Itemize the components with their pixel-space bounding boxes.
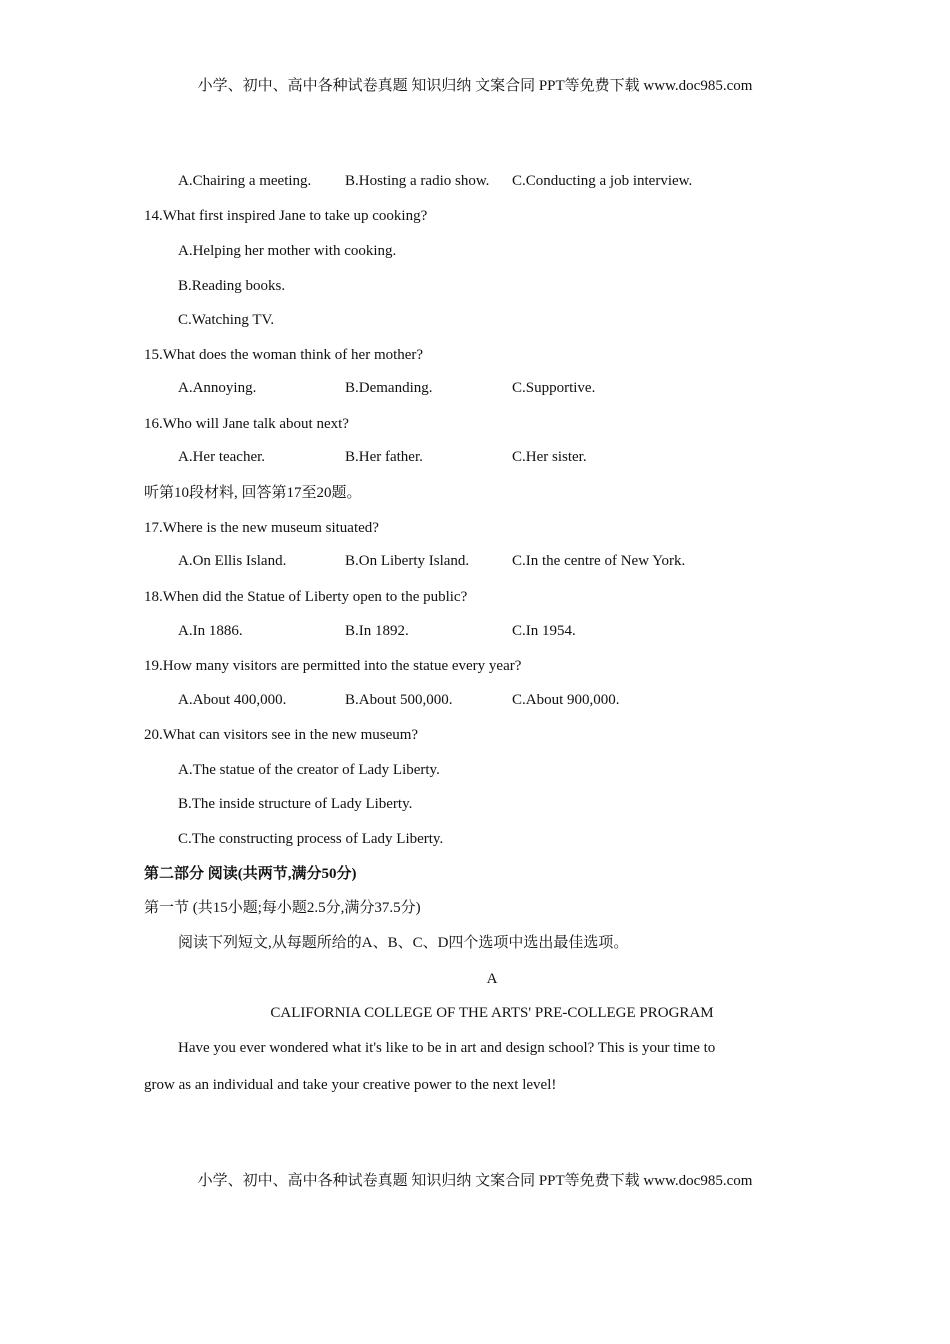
option-b: B.In 1892. bbox=[345, 623, 409, 639]
question-16: 16.Who will Jane talk about next? bbox=[144, 416, 349, 432]
passage-title: CALIFORNIA COLLEGE OF THE ARTS' PRE-COLLEGE PROGRAM bbox=[270, 1005, 714, 1021]
question-17: 17.Where is the new museum situated? bbox=[144, 520, 379, 536]
option-c: C.Conducting a job interview. bbox=[512, 173, 693, 189]
page-footer: 小学、初中、高中各种试卷真题 知识归纳 文案合同 PPT等免费下载 www.doc985.com bbox=[197, 1173, 753, 1189]
option-c: C.Watching TV. bbox=[178, 312, 275, 328]
q18-options bbox=[0, 623, 950, 641]
passage-label: A bbox=[486, 971, 498, 987]
option-a: A.In 1886. bbox=[178, 623, 243, 639]
q19-options bbox=[0, 692, 950, 710]
q13-options bbox=[0, 173, 950, 191]
option-b: B.Demanding. bbox=[345, 380, 433, 396]
question-14: 14.What first inspired Jane to take up cooking? bbox=[144, 208, 428, 224]
question-20: 20.What can visitors see in the new museum? bbox=[144, 727, 419, 743]
passage-line-1: Have you ever wondered what it's like to be in art and design school? This is your time to bbox=[178, 1040, 716, 1056]
section-one-heading: 第一节 (共15小题;每小题2.5分,满分37.5分) bbox=[144, 900, 421, 916]
option-c: C.Supportive. bbox=[512, 380, 596, 396]
option-a: A.On Ellis Island. bbox=[178, 553, 287, 569]
option-a: A.Chairing a meeting. bbox=[178, 173, 312, 189]
page-header: 小学、初中、高中各种试卷真题 知识归纳 文案合同 PPT等免费下载 www.doc985.com bbox=[197, 78, 753, 94]
option-b: B.Her father. bbox=[345, 449, 423, 465]
option-a: A.Helping her mother with cooking. bbox=[178, 243, 397, 259]
option-a: A.The statue of the creator of Lady Liberty. bbox=[178, 762, 440, 778]
question-18: 18.When did the Statue of Liberty open to the public? bbox=[144, 589, 468, 605]
reading-instruction: 阅读下列短文,从每题所给的A、B、C、D四个选项中选出最佳选项。 bbox=[178, 935, 629, 951]
option-a: A.About 400,000. bbox=[178, 692, 287, 708]
passage-line-2: grow as an individual and take your creative power to the next level! bbox=[144, 1077, 557, 1093]
option-c: C.In 1954. bbox=[512, 623, 576, 639]
option-a: A.Annoying. bbox=[178, 380, 257, 396]
option-a: A.Her teacher. bbox=[178, 449, 266, 465]
question-15: 15.What does the woman think of her mother? bbox=[144, 347, 424, 363]
q15-options bbox=[0, 380, 950, 398]
question-19: 19.How many visitors are permitted into the statue every year? bbox=[144, 658, 522, 674]
option-b: B.Reading books. bbox=[178, 278, 286, 294]
option-c: C.Her sister. bbox=[512, 449, 587, 465]
option-c: C.The constructing process of Lady Liberty. bbox=[178, 831, 444, 847]
option-b: B.On Liberty Island. bbox=[345, 553, 470, 569]
q16-options bbox=[0, 449, 950, 467]
instruction-section-10: 听第10段材料, 回答第17至20题。 bbox=[144, 485, 362, 501]
q17-options bbox=[0, 553, 950, 571]
option-c: C.In the centre of New York. bbox=[512, 553, 686, 569]
option-b: B.Hosting a radio show. bbox=[345, 173, 490, 189]
part-two-title: 第二部分 阅读(共两节,满分50分) bbox=[144, 866, 357, 882]
option-b: B.About 500,000. bbox=[345, 692, 453, 708]
option-c: C.About 900,000. bbox=[512, 692, 620, 708]
option-b: B.The inside structure of Lady Liberty. bbox=[178, 796, 413, 812]
